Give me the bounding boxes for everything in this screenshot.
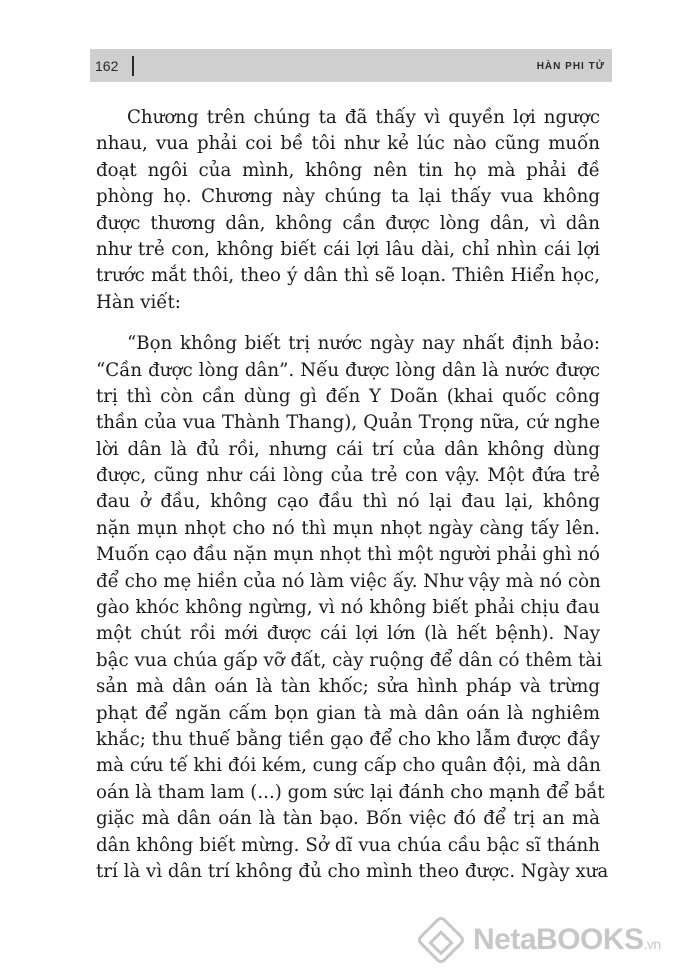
text-line: nhau, vua phải coi bề tôi như kẻ lúc nào cũng muốn bbox=[96, 133, 600, 155]
body-text bbox=[96, 105, 609, 885]
text-line: như trẻ con, không biết cái lợi lâu dài, chỉ nhìn cái lợi bbox=[96, 238, 600, 260]
text-line: “Cần được lòng dân”. Nếu được lòng dân là nước được bbox=[96, 359, 600, 381]
paragraph-2 bbox=[96, 331, 609, 885]
text-line: oán là tham lam (...) gom sức lại đánh cho mạnh để bắt bbox=[96, 781, 605, 803]
header-separator bbox=[132, 56, 134, 76]
text-line: khắc; thu thuế bằng tiền gạo để cho kho lẫm được đầy bbox=[96, 728, 600, 750]
text-line: bậc vua chúa gấp vỡ đất, cày ruộng để dân có thêm tài bbox=[96, 649, 603, 671]
watermark-text bbox=[473, 923, 661, 957]
text-line: gào khóc không ngừng, vì nó không biết phải chịu đau bbox=[96, 597, 600, 619]
text-line: “Bọn không biết trị nước ngày nay nhất định bảo: bbox=[127, 333, 600, 355]
text-line: dân không biết mừng. Sở dĩ vua chúa cầu bậc sĩ thánh bbox=[96, 834, 600, 856]
text-line: Chương trên chúng ta đã thấy vì quyền lợi ngược bbox=[127, 107, 600, 128]
watermark-suffix: .vn bbox=[643, 936, 661, 952]
text-line: lời dân là đủ rồi, nhưng cái trí của dân không dùng bbox=[96, 438, 600, 460]
paragraph-1 bbox=[96, 105, 600, 316]
running-header-title: HÀN PHI TỬ bbox=[536, 61, 605, 72]
text-line: được thương dân, không cần được lòng dân, vì dân bbox=[96, 212, 600, 234]
text-line: Hàn viết: bbox=[96, 291, 181, 313]
text-line: phạt để ngăn cấm bọn gian tà mà dân oán là nghiêm bbox=[96, 702, 600, 724]
text-line: sản mà dân oán là tàn khốc; sửa hình pháp và trừng bbox=[96, 676, 600, 698]
text-line: trí là vì dân trí không đủ cho mình theo được. Ngày xưa bbox=[96, 860, 609, 882]
text-line: phòng họ. Chương này chúng ta lại thấy vua không bbox=[96, 186, 600, 208]
text-line: đoạt ngôi của mình, không nên tin họ mà phải đề bbox=[96, 159, 600, 181]
text-line: thần của vua Thành Thang), Quản Trọng nữa, cứ nghe bbox=[96, 412, 600, 434]
text-line: một chút rồi mới được cái lợi lớn (là hết bệnh). Nay bbox=[96, 623, 600, 645]
watermark bbox=[423, 922, 661, 958]
watermark-brand: NetaBOOKS bbox=[473, 923, 644, 956]
netabooks-logo-icon bbox=[416, 915, 467, 966]
running-header-bar bbox=[90, 49, 612, 82]
text-line: đau ở đầu, không cạo đầu thì nó lại đau lại, không bbox=[96, 491, 600, 513]
text-line: giặc mà dân oán là tàn bạo. Bốn việc đó để trị an mà bbox=[96, 808, 600, 830]
page-number: 162 bbox=[95, 58, 119, 74]
text-line: mà cứu tế khi đói kém, cung cấp cho quân đội, mà dân bbox=[96, 755, 601, 777]
text-line: để cho mẹ hiền của nó làm việc ấy. Như vậy mà nó còn bbox=[96, 570, 601, 592]
text-line: Muốn cạo đầu nặn mụn nhọt thì một người phải ghì nó bbox=[96, 544, 600, 566]
text-line: trị thì còn cần dùng gì đến Y Doãn (khai quốc công bbox=[96, 385, 600, 407]
text-line: trước mắt thôi, theo ý dân thì sẽ loạn. Thiên Hiển học, bbox=[96, 265, 600, 287]
paragraph-gap bbox=[96, 316, 600, 331]
text-line: được, cũng như cái lòng của trẻ con vậy. Một đứa trẻ bbox=[96, 465, 600, 487]
text-line: nặn mụn nhọt cho nó thì mụn nhọt ngày càng tấy lên. bbox=[96, 517, 600, 539]
